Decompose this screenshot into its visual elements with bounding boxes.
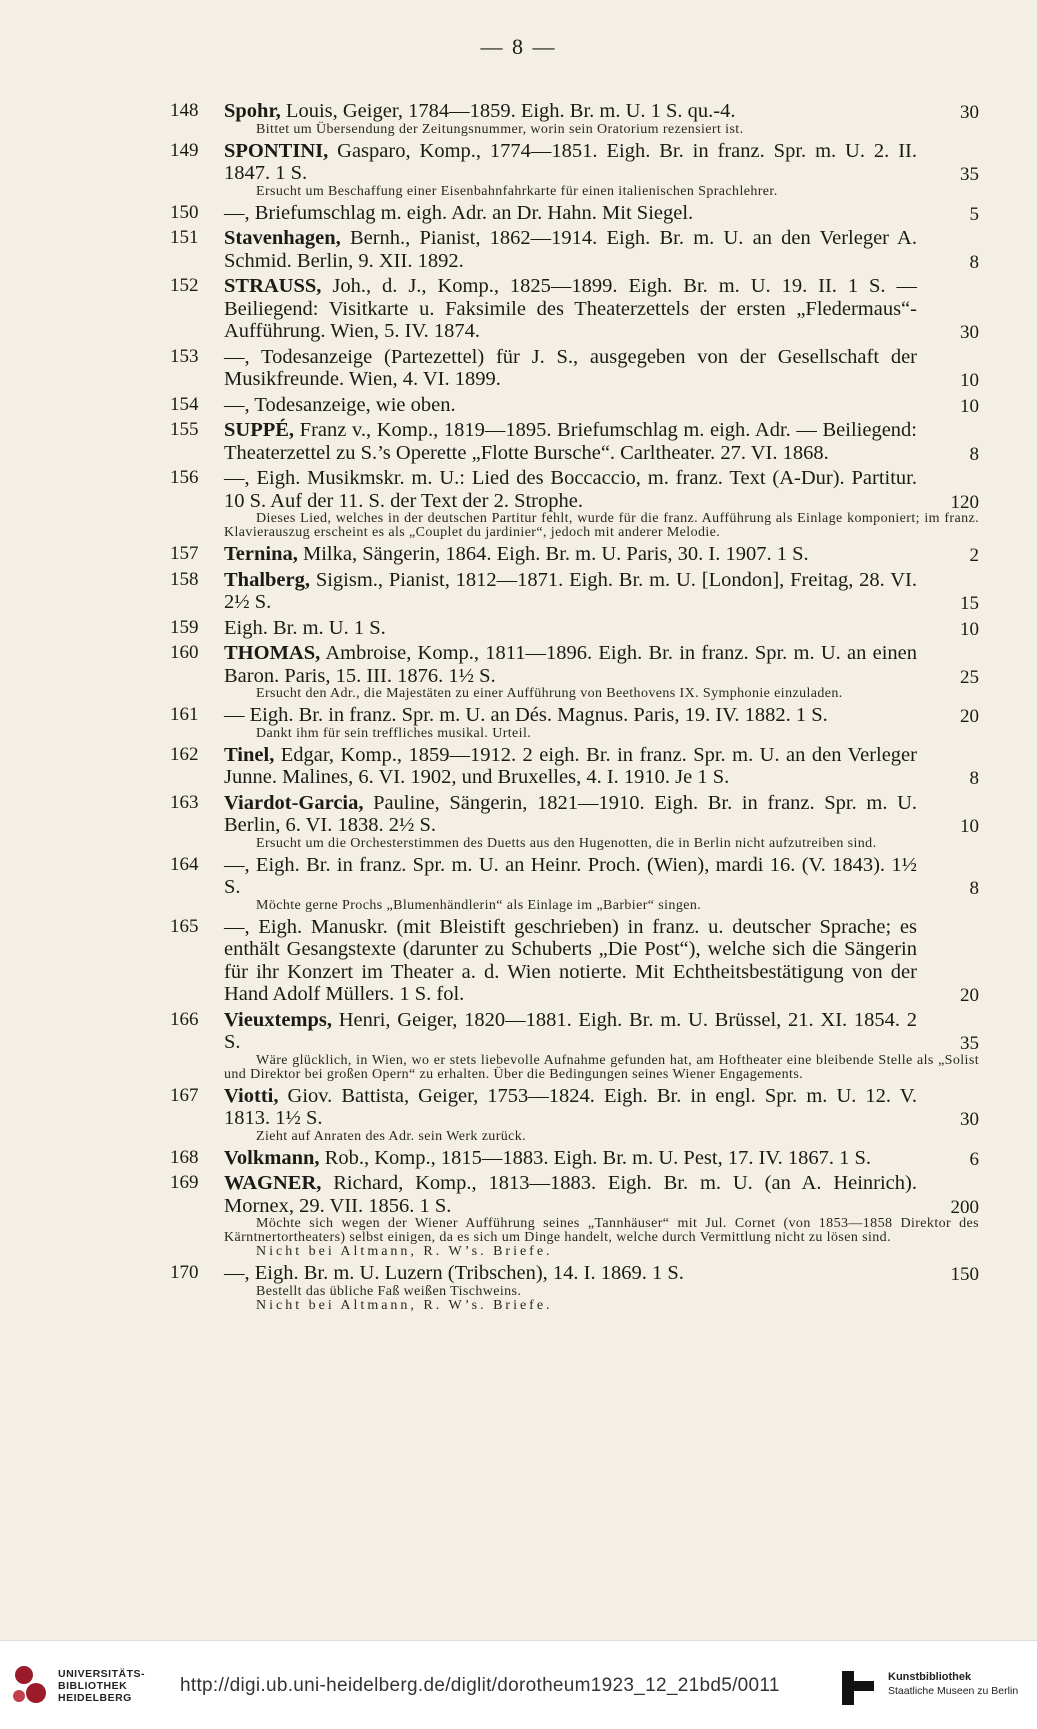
entry-text: —, Todesanzeige, wie oben. bbox=[224, 393, 456, 416]
catalog-entry bbox=[0, 854, 1037, 913]
entry-description bbox=[224, 100, 979, 123]
entry-description bbox=[224, 275, 979, 343]
entry-note: Bittet um Übersendung der Zeitungsnummer, worin sein Oratorium rezensiert ist. bbox=[256, 121, 744, 137]
catalog-entries bbox=[0, 100, 1037, 1316]
catalog-entry bbox=[0, 419, 1037, 464]
entry-note: Nicht bei Altmann, R. W’s. Briefe. bbox=[256, 1297, 553, 1313]
entry-name: Spohr, bbox=[224, 100, 281, 122]
ub-logo-line-1: UNIVERSITÄTS- bbox=[58, 1668, 146, 1680]
catalog-entry bbox=[0, 1147, 1037, 1170]
entry-price: 10 bbox=[960, 395, 979, 417]
entry-text: —, Eigh. Manuskr. (mit Bleistift geschrieben) in franz. u. deutscher Sprache; es enthält Gesangstexte (darunter zu Schuberts „Die Post“), welche sich die Sängerin für ihr Konzert im Theater a. d. Wien notierte. Mit Echtheitsbestätigung von der Hand Adolf Müllers. 1 S. fol. bbox=[224, 915, 917, 1005]
catalog-entry bbox=[0, 394, 1037, 417]
entry-price: 20 bbox=[960, 706, 979, 727]
kunstbibliothek-emblem-icon bbox=[840, 1671, 876, 1705]
entry-number: 159 bbox=[170, 616, 199, 638]
entry-text: Giov. Battista, Geiger, 1753—1824. Eigh. Br. in engl. Spr. m. U. 12. V. 1813. 1½ S. bbox=[224, 1084, 917, 1129]
entry-number: 160 bbox=[170, 642, 199, 663]
entry-description bbox=[224, 704, 979, 727]
catalog-entry bbox=[0, 792, 1037, 851]
ub-logo-line-3: HEIDELBERG bbox=[58, 1692, 132, 1704]
entry-description bbox=[224, 1147, 979, 1170]
entry-price: 8 bbox=[969, 251, 979, 273]
entry-number: 150 bbox=[170, 201, 199, 223]
entry-name: Viardot-Garcia, bbox=[224, 791, 364, 814]
entry-number: 162 bbox=[170, 743, 199, 765]
entry-price: 8 bbox=[969, 878, 979, 899]
entry-description bbox=[224, 642, 979, 687]
entry-note: Wäre glücklich, in Wien, wo er stets liebevolle Aufnahme gefunden hat, am Hoftheater eine bleibende Stelle als „Solist und Direktor bei großen Opern“ zu erhalten. Über die Bedingungen seines Wiener Engagements. bbox=[224, 1052, 979, 1082]
ub-heidelberg-emblem-icon bbox=[10, 1663, 50, 1709]
entry-name: Viotti, bbox=[224, 1084, 279, 1107]
ub-logo-line-2: BIBLIOTHEK bbox=[58, 1680, 128, 1692]
entry-text: Edgar, Komp., 1859—1912. 2 eigh. Br. in franz. Spr. m. U. an den Verleger Junne. Malines, 6. VI. 1902, und Bruxelles, 4. I. 1910. Je 1 S. bbox=[224, 743, 917, 788]
entry-name: Ternina, bbox=[224, 543, 298, 565]
entry-description bbox=[224, 1009, 979, 1054]
ub-heidelberg-logo[interactable] bbox=[10, 1663, 150, 1713]
entry-text: —, Eigh. Musikmskr. m. U.: Lied des Boccaccio, m. franz. Text (A-Dur). Partitur. 10 S. Auf der 11. S. der Text der 2. Strophe. bbox=[224, 467, 917, 512]
entry-text: Pauline, Sängerin, 1821—1910. Eigh. Br. in franz. Spr. m. U. Berlin, 6. VI. 1838. 2½ S. bbox=[224, 791, 917, 836]
entry-text: Ambroise, Komp., 1811—1896. Eigh. Br. in franz. Spr. m. U. an einen Baron. Paris, 15. III. 1876. 1½ S. bbox=[224, 642, 917, 687]
catalog-entry bbox=[0, 916, 1037, 1006]
entry-text: Rob., Komp., 1815—1883. Eigh. Br. m. U. Pest, 17. IV. 1867. 1 S. bbox=[319, 1146, 871, 1169]
entry-text: —, Briefumschlag m. eigh. Adr. an Dr. Hahn. Mit Siegel. bbox=[224, 201, 694, 224]
catalog-entry bbox=[0, 1009, 1037, 1082]
entry-number: 161 bbox=[170, 704, 199, 725]
entry-text: Eigh. Br. m. U. 1 S. bbox=[224, 616, 386, 639]
entry-number: 165 bbox=[170, 915, 199, 937]
entry-number: 152 bbox=[170, 275, 199, 296]
entry-price: 30 bbox=[960, 102, 979, 123]
entry-name: STRAUSS, bbox=[224, 275, 322, 297]
entry-description bbox=[224, 202, 979, 225]
entry-number: 156 bbox=[170, 467, 199, 488]
entry-number: 157 bbox=[170, 543, 199, 564]
entry-name: Stavenhagen, bbox=[224, 227, 341, 249]
entry-text: Milka, Sängerin, 1864. Eigh. Br. m. U. Paris, 30. I. 1907. 1 S. bbox=[297, 543, 809, 565]
catalog-entry bbox=[0, 467, 1037, 540]
catalog-entry bbox=[0, 1262, 1037, 1313]
catalog-entry bbox=[0, 543, 1037, 566]
entry-note: Bestellt das übliche Faß weißen Tischweins. bbox=[256, 1283, 522, 1299]
entry-description bbox=[224, 792, 979, 837]
entry-number: 155 bbox=[170, 419, 199, 440]
entry-note: Ersucht um die Orchesterstimmen des Duetts aus den Hugenotten, die in Berlin nicht aufzutreiben sind. bbox=[256, 835, 877, 851]
entry-price: 10 bbox=[960, 370, 979, 391]
entry-text: Bernh., Pianist, 1862—1914. Eigh. Br. m. U. an den Verleger A. Schmid. Berlin, 9. XII. 1892. bbox=[224, 227, 917, 272]
entry-price: 150 bbox=[950, 1264, 979, 1285]
footer-bar bbox=[0, 1640, 1037, 1729]
entry-number: 167 bbox=[170, 1084, 199, 1106]
catalog-entry bbox=[0, 227, 1037, 272]
entry-note: Dankt ihm für sein treffliches musikal. Urteil. bbox=[256, 725, 532, 741]
entry-description bbox=[224, 1172, 979, 1217]
entry-number: 166 bbox=[170, 1008, 199, 1030]
entry-number: 164 bbox=[170, 853, 199, 875]
catalog-entry bbox=[0, 140, 1037, 199]
entry-name: THOMAS, bbox=[224, 642, 321, 664]
entry-description bbox=[224, 227, 979, 272]
entry-number: 149 bbox=[170, 139, 199, 161]
entry-price: 10 bbox=[960, 816, 979, 837]
entry-description bbox=[224, 744, 979, 789]
entry-price: 200 bbox=[950, 1196, 979, 1218]
entry-text: Sigism., Pianist, 1812—1871. Eigh. Br. m. U. [London], Freitag, 28. VI. 2½ S. bbox=[224, 568, 917, 613]
catalog-entry bbox=[0, 275, 1037, 343]
entry-price: 15 bbox=[960, 593, 979, 614]
kunstbibliothek-title: Kunstbibliothek bbox=[888, 1671, 972, 1683]
entry-note: Ersucht den Adr., die Majestäten zu einer Aufführung von Beethovens IX. Symphonie einzuladen. bbox=[256, 686, 843, 701]
entry-price: 5 bbox=[969, 203, 979, 225]
catalog-entry bbox=[0, 202, 1037, 225]
entry-description bbox=[224, 543, 979, 566]
entry-number: 153 bbox=[170, 345, 199, 367]
entry-price: 30 bbox=[960, 1109, 979, 1130]
entry-note: Möchte sich wegen der Wiener Aufführung seines „Tannhäuser“ mit Jul. Cornet (von 1853—1858 Direktor des Kärntnertortheaters) selbst einigen, da es sich um Dinge handelt, welche durch Vermittlung nicht zu lösen sind. bbox=[224, 1216, 979, 1245]
entry-name: Thalberg, bbox=[224, 568, 310, 591]
permalink-url[interactable]: http://digi.ub.uni-heidelberg.de/diglit/dorotheum1923_12_21bd5/0011 bbox=[180, 1675, 780, 1696]
entry-note: Dieses Lied, welches in der deutschen Partitur fehlt, wurde für die franz. Aufführung als Einlage komponiert; im franz. Klavierauszug erscheint es als „Couplet du jardinier“, jedoch mit anderer Melodie. bbox=[224, 511, 979, 540]
catalog-entry bbox=[0, 569, 1037, 614]
entry-price: 35 bbox=[960, 164, 979, 185]
entry-description bbox=[224, 569, 979, 614]
entry-price: 10 bbox=[960, 618, 979, 640]
entry-price: 8 bbox=[969, 768, 979, 789]
catalog-entry bbox=[0, 744, 1037, 789]
entry-description bbox=[224, 916, 979, 1006]
entry-description bbox=[224, 419, 979, 464]
entry-price: 8 bbox=[969, 443, 979, 465]
entry-number: 154 bbox=[170, 393, 199, 415]
entry-text: Franz v., Komp., 1819—1895. Briefumschlag m. eigh. Adr. — Beiliegend: Theaterzettel zu S.’s Operette „Flotte Bursche“. Carltheater. 27. VI. 1868. bbox=[224, 419, 917, 464]
entry-description bbox=[224, 140, 979, 185]
entry-text: Louis, Geiger, 1784—1859. Eigh. Br. m. U. 1 S. qu.-4. bbox=[280, 100, 736, 122]
entry-text: Joh., d. J., Komp., 1825—1899. Eigh. Br. m. U. 19. II. 1 S. — Beiliegend: Visitkarte u. Faksimile des Theaterzettels der ersten „Fledermaus“-Aufführung. Wien, 5. IV. 1874. bbox=[224, 275, 917, 342]
catalog-entry bbox=[0, 346, 1037, 391]
entry-number: 151 bbox=[170, 227, 199, 248]
entry-description bbox=[224, 617, 979, 640]
entry-number: 158 bbox=[170, 568, 199, 590]
entry-number: 148 bbox=[170, 100, 199, 121]
entry-text: —, Eigh. Br. in franz. Spr. m. U. an Heinr. Proch. (Wien), mardi 16. (V. 1843). 1½ S. bbox=[224, 853, 917, 898]
entry-price: 30 bbox=[960, 322, 979, 343]
entry-text: — Eigh. Br. in franz. Spr. m. U. an Dés. Magnus. Paris, 19. IV. 1882. 1 S. bbox=[224, 704, 828, 726]
entry-price: 6 bbox=[969, 1148, 979, 1170]
entry-number: 170 bbox=[170, 1262, 199, 1283]
page-number: — 8 — bbox=[480, 34, 557, 59]
kunstbibliothek-logo[interactable] bbox=[840, 1665, 1030, 1715]
entry-number: 169 bbox=[170, 1172, 199, 1193]
entry-name: Volkmann, bbox=[224, 1146, 320, 1169]
entry-name: SUPPÉ, bbox=[224, 419, 295, 441]
entry-name: Vieuxtemps, bbox=[224, 1008, 332, 1031]
entry-price: 25 bbox=[960, 666, 979, 688]
entry-note: Möchte gerne Prochs „Blumenhändlerin“ als Einlage im „Barbier“ singen. bbox=[256, 897, 702, 913]
catalog-entry bbox=[0, 642, 1037, 701]
entry-name: Tinel, bbox=[224, 743, 275, 766]
entry-name: SPONTINI, bbox=[224, 139, 329, 162]
entry-description bbox=[224, 1085, 979, 1130]
catalog-entry bbox=[0, 1172, 1037, 1259]
entry-number: 163 bbox=[170, 791, 199, 813]
entry-description bbox=[224, 346, 979, 391]
catalog-entry bbox=[0, 1085, 1037, 1144]
entry-price: 120 bbox=[950, 491, 979, 513]
entry-description bbox=[224, 394, 979, 417]
entry-text: Richard, Komp., 1813—1883. Eigh. Br. m. U. (an A. Heinrich). Mornex, 29. VII. 1856. 1 S. bbox=[224, 1172, 917, 1217]
entry-description bbox=[224, 1262, 979, 1285]
kunstbibliothek-subtitle: Staatliche Museen zu Berlin bbox=[888, 1685, 1019, 1697]
entry-name: WAGNER, bbox=[224, 1172, 322, 1194]
catalog-entry bbox=[0, 617, 1037, 640]
entry-note: Zieht auf Anraten des Adr. sein Werk zurück. bbox=[256, 1128, 527, 1144]
catalog-entry bbox=[0, 704, 1037, 741]
entry-note: Nicht bei Altmann, R. W’s. Briefe. bbox=[256, 1244, 553, 1259]
entry-description bbox=[224, 854, 979, 899]
entry-price: 20 bbox=[960, 985, 979, 1006]
entry-price: 2 bbox=[969, 545, 979, 566]
entry-text: Gasparo, Komp., 1774—1851. Eigh. Br. in franz. Spr. m. U. 2. II. 1847. 1 S. bbox=[224, 139, 917, 184]
entry-note: Ersucht um Beschaffung einer Eisenbahnfahrkarte für einen italienischen Sprachlehrer. bbox=[256, 183, 778, 199]
catalog-entry bbox=[0, 100, 1037, 137]
entry-text: —, Todesanzeige (Partezettel) für J. S., ausgegeben von der Gesellschaft der Musikfreunde. Wien, 4. VI. 1899. bbox=[224, 345, 917, 390]
entry-description bbox=[224, 467, 979, 512]
entry-text: Henri, Geiger, 1820—1881. Eigh. Br. m. U. Brüssel, 21. XI. 1854. 2 S. bbox=[224, 1008, 917, 1053]
entry-text: —, Eigh. Br. m. U. Luzern (Tribschen), 14. I. 1869. 1 S. bbox=[224, 1262, 684, 1284]
entry-number: 168 bbox=[170, 1146, 199, 1168]
entry-price: 35 bbox=[960, 1033, 979, 1054]
